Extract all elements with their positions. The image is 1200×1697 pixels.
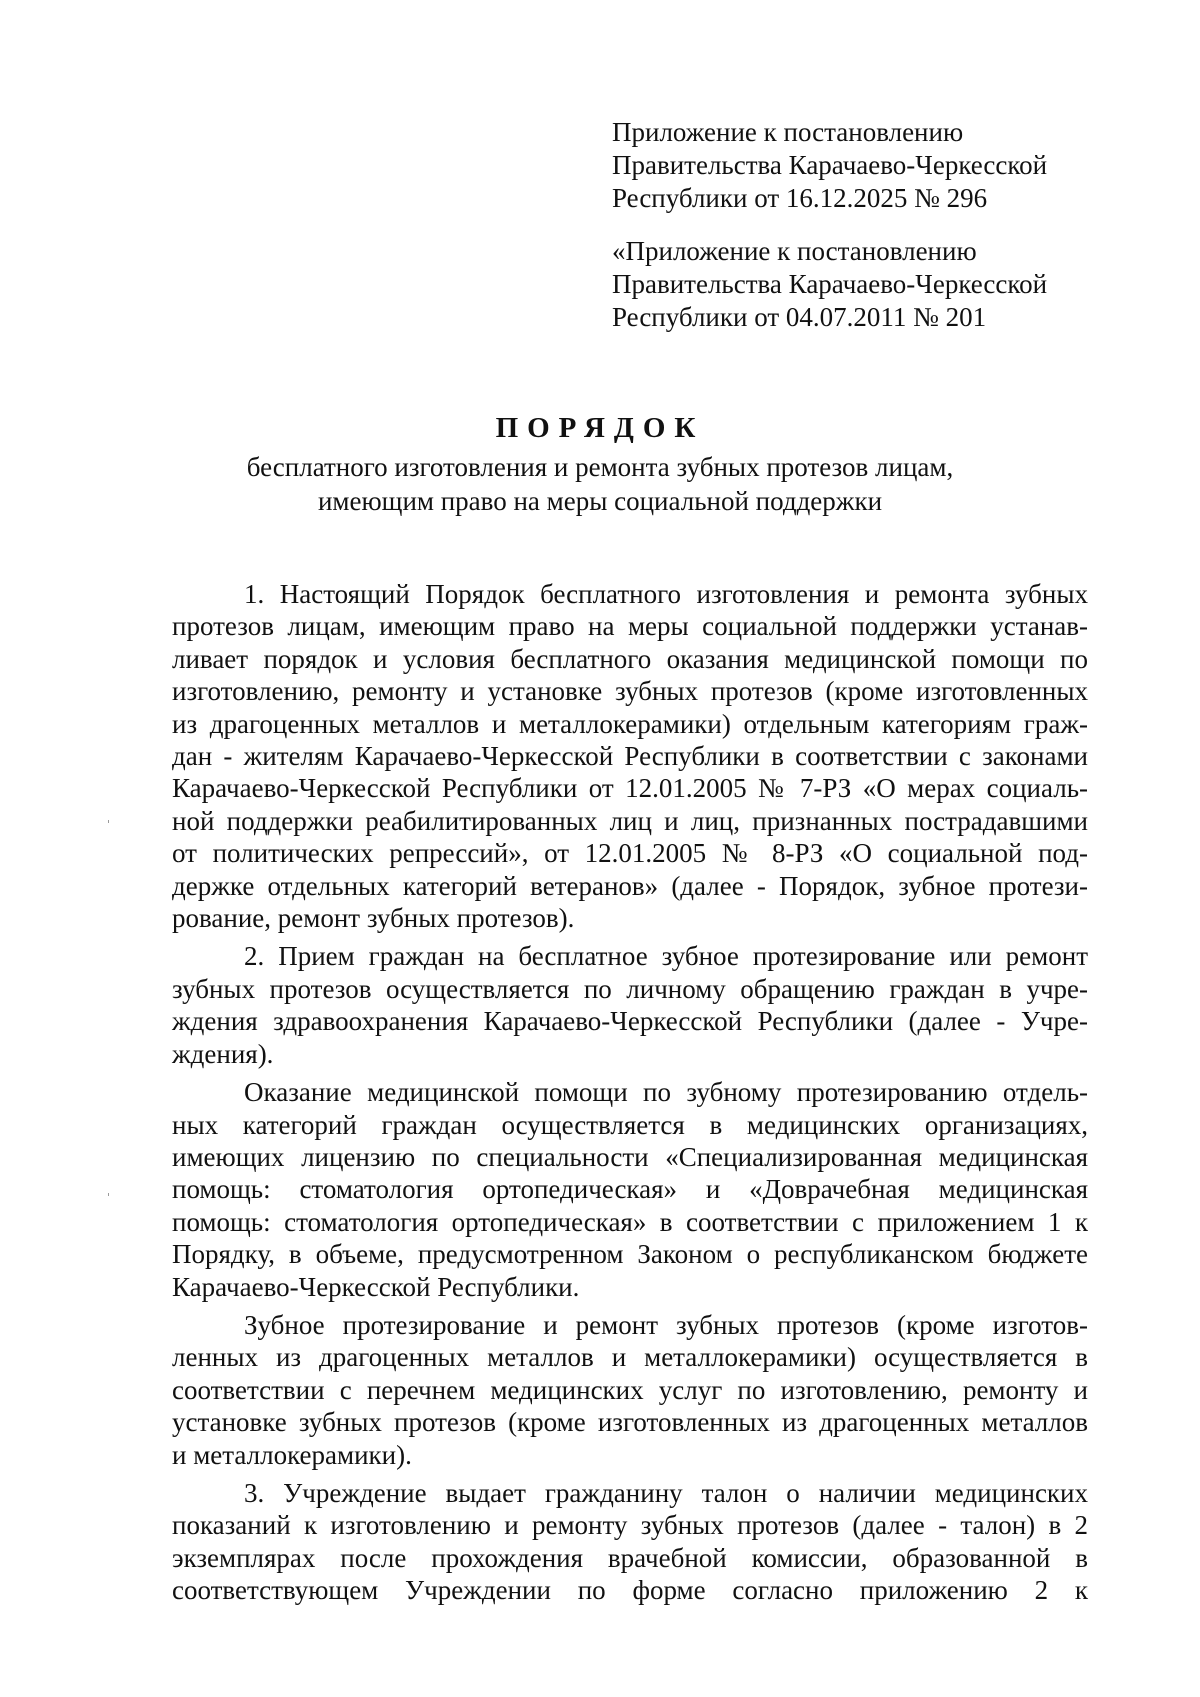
text-line: из драгоценных металлов и металлокерамики) отдельным категориям граж-: [172, 708, 1088, 739]
text-line: протезов лицам, имеющим право на меры социальной поддержки устанав-: [172, 611, 1088, 642]
appendix-line: Правительства Карачаево-Черкесской: [612, 269, 1048, 299]
appendix-line: Правительства Карачаево-Черкесской: [612, 150, 1048, 180]
paragraph-4: [172, 1309, 1088, 1471]
document-body: [172, 578, 1088, 1613]
appendix-reference-current: [612, 116, 1082, 215]
document-title: ПОРЯДОК: [495, 412, 705, 444]
paragraph-5: [172, 1477, 1088, 1607]
paragraph-1: [172, 578, 1088, 934]
text-line: ждения).: [172, 1038, 274, 1069]
subtitle-line: имеющим право на меры социальной поддержки: [317, 486, 883, 516]
appendix-reference-original: [612, 235, 1082, 334]
text-line: соответствии с перечнем медицинских услуг по изготовлению, ремонту и: [172, 1374, 1088, 1405]
text-line: Оказание медицинской помощи по зубному протезированию отдель-: [244, 1077, 1088, 1108]
scan-margin-mark: [108, 820, 109, 823]
text-line: 3. Учреждение выдает гражданину талон о наличии медицинских: [244, 1477, 1088, 1508]
text-line: соответствующем Учреждении по форме согласно приложению 2 к: [172, 1575, 1088, 1606]
text-line: 2. Прием граждан на бесплатное зубное протезирование или ремонт: [244, 941, 1088, 972]
text-line: дан - жителям Карачаево-Черкесской Республики в соответствии с законами: [172, 741, 1088, 772]
subtitle-line: бесплатного изготовления и ремонта зубных протезов лицам,: [246, 452, 954, 482]
text-line: ных категорий граждан осуществляется в медицинских организациях,: [172, 1109, 1088, 1140]
text-line: ной поддержки реабилитированных лиц и лиц, признанных пострадавшими: [172, 805, 1088, 836]
text-line: помощь: стоматология ортопедическая» и «Доврачебная медицинская: [172, 1174, 1088, 1205]
text-line: экземплярах после прохождения врачебной комиссии, образованной в: [172, 1542, 1088, 1573]
text-line: от политических репрессий», от 12.01.2005 № 8-РЗ «О социальной под-: [172, 838, 1088, 869]
text-line: Карачаево-Черкесской Республики.: [172, 1271, 580, 1302]
paragraph-3: [172, 1076, 1088, 1303]
text-line: ждения здравоохранения Карачаево-Черкесской Республики (далее - Учре-: [172, 1006, 1088, 1037]
text-line: держке отдельных категорий ветеранов» (далее - Порядок, зубное протези-: [172, 870, 1088, 901]
text-line: помощь: стоматология ортопедическая» в соответствии с приложением 1 к: [172, 1206, 1088, 1237]
text-line: Порядку, в объеме, предусмотренном Законом о республиканском бюджете: [172, 1239, 1088, 1270]
text-line: ливает порядок и условия бесплатного оказания медицинской помощи по: [172, 643, 1088, 674]
text-line: Карачаево-Черкесской Республики от 12.01.2005 № 7-РЗ «О мерах социаль-: [172, 773, 1088, 804]
text-line: 1. Настоящий Порядок бесплатного изготовления и ремонта зубных: [244, 579, 1088, 609]
text-line: изготовлению, ремонту и установке зубных протезов (кроме изготовленных: [172, 676, 1088, 707]
text-line: установке зубных протезов (кроме изготовленных из драгоценных металлов: [172, 1407, 1088, 1438]
text-line: рование, ремонт зубных протезов).: [172, 903, 575, 934]
text-line: показаний к изготовлению и ремонту зубных протезов (далее - талон) в 2: [172, 1510, 1088, 1541]
scan-margin-mark: [108, 1193, 109, 1196]
paragraph-2: [172, 940, 1088, 1070]
text-line: ленных из драгоценных металлов и металлокерамики) осуществляется в: [172, 1342, 1088, 1373]
appendix-line: Республики от 04.07.2011 № 201: [612, 302, 987, 332]
text-line: зубных протезов осуществляется по личному обращению граждан в учре-: [172, 973, 1088, 1004]
text-line: имеющих лицензию по специальности «Специализированная медицинская: [172, 1141, 1088, 1172]
appendix-line: «Приложение к постановлению: [612, 236, 977, 266]
text-line: Зубное протезирование и ремонт зубных протезов (кроме изготов-: [244, 1309, 1088, 1340]
appendix-line: Приложение к постановлению: [612, 117, 964, 147]
text-line: и металлокерамики).: [172, 1439, 412, 1470]
document-subtitle: [0, 450, 1200, 518]
appendix-line: Республики от 16.12.2025 № 296: [612, 183, 988, 213]
